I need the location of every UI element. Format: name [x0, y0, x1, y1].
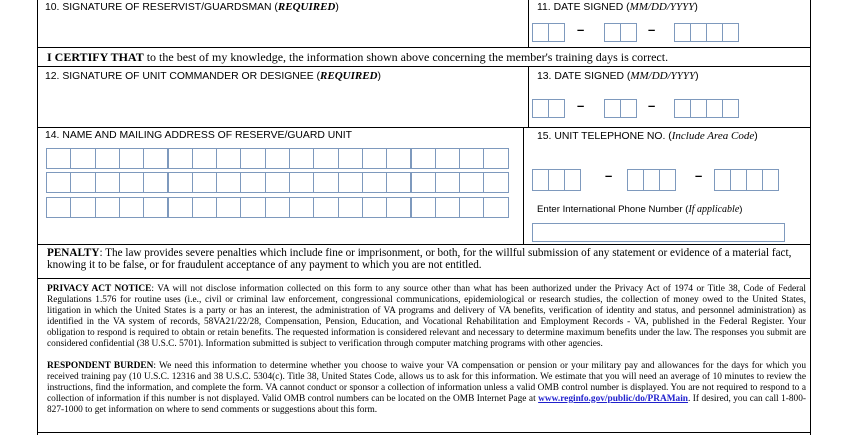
- sec14-label: 14. NAME AND MAILING ADDRESS OF RESERVE/GUARD UNIT: [45, 130, 352, 141]
- date-digit-box[interactable]: [674, 23, 691, 42]
- date-digit-box[interactable]: [722, 23, 739, 42]
- address-char-box[interactable]: [386, 172, 411, 193]
- address-char-box[interactable]: [313, 172, 338, 193]
- divider-v-sec13: [528, 66, 529, 127]
- certify-statement: I CERTIFY THAT to the best of my knowledge, the information shown above concerning the member's training days is correct.: [47, 50, 669, 64]
- address-char-box[interactable]: [216, 148, 241, 169]
- sec13-label: 13. DATE SIGNED (MM/DD/YYYY): [537, 70, 699, 82]
- address-char-box[interactable]: [70, 197, 95, 218]
- address-char-box[interactable]: [483, 148, 508, 169]
- address-char-box[interactable]: [459, 148, 484, 169]
- date-digit-box[interactable]: [620, 99, 637, 118]
- divider-v-sec15: [523, 127, 524, 244]
- address-char-box[interactable]: [313, 148, 338, 169]
- address-char-box[interactable]: [240, 148, 265, 169]
- address-char-box[interactable]: [411, 197, 436, 218]
- date-digit-box[interactable]: [706, 23, 723, 42]
- address-char-box[interactable]: [95, 148, 120, 169]
- address-char-box[interactable]: [119, 197, 144, 218]
- divider-penalty-bottom: [37, 278, 811, 279]
- date-digit-box[interactable]: [532, 23, 549, 42]
- phone-line-box[interactable]: [746, 169, 763, 191]
- privacy-notice: PRIVACY ACT NOTICE: VA will not disclose information collected on this form to any source other than what has been authorized under the Privacy Act of 1974 or Title 38, Code of Federal Regulations 1.576 for routine uses (i.e., civil or criminal law enforcement, congressional communications, epidemiological or research studies, the collection of money owed to the United States, litigation in which the United States is a party or has an interest, the administration of VA programs and delivery of VA benefits, verification of identity and status, and personnel administration) as identified in the VA system of records, 58VA21/22/28, Compensation, Pension, Education, and Vocational Rehabilitation and Employment Records - VA, published in the Federal Register. Your obligation to respond is required to obtain or retain benefits. The requested information is considered relevant and necessary to determine maximum benefits under the law. The responses you submit are considered confidential (38 U.S.C. 5701). Information submitted is subject to verification through computer matching programs with other agencies.: [47, 284, 806, 349]
- divider-v-sec11: [528, 0, 529, 47]
- address-char-box[interactable]: [289, 172, 314, 193]
- address-char-box[interactable]: [216, 172, 241, 193]
- address-char-box[interactable]: [119, 172, 144, 193]
- date-digit-box[interactable]: [620, 23, 637, 42]
- divider-certify-bottom: [37, 66, 811, 67]
- address-char-box[interactable]: [362, 197, 387, 218]
- address-char-box[interactable]: [435, 172, 460, 193]
- divider-penalty-top: [37, 244, 811, 245]
- address-char-box[interactable]: [192, 172, 217, 193]
- address-char-box[interactable]: [386, 148, 411, 169]
- date-dash: –: [648, 22, 656, 37]
- date-dash: –: [648, 98, 656, 113]
- address-char-box[interactable]: [143, 197, 168, 218]
- address-char-box[interactable]: [411, 148, 436, 169]
- phone-line-box[interactable]: [762, 169, 779, 191]
- date-digit-box[interactable]: [548, 99, 565, 118]
- intl-phone-label: Enter International Phone Number (If applicable): [537, 204, 743, 215]
- address-char-box[interactable]: [192, 148, 217, 169]
- address-char-box[interactable]: [70, 172, 95, 193]
- divider-bottom: [37, 432, 811, 433]
- phone-prefix-box[interactable]: [643, 169, 660, 191]
- address-char-box[interactable]: [46, 197, 71, 218]
- date-dash: –: [577, 22, 585, 37]
- phone-line-box[interactable]: [730, 169, 747, 191]
- date-dash: –: [577, 98, 585, 113]
- phone-area-box[interactable]: [548, 169, 565, 191]
- address-char-box[interactable]: [362, 172, 387, 193]
- address-char-box[interactable]: [483, 172, 508, 193]
- sec11-label: 11. DATE SIGNED (MM/DD/YYYY): [537, 1, 698, 13]
- omb-link[interactable]: www.reginfo.gov/public/do/PRAMain: [538, 393, 688, 404]
- address-char-box[interactable]: [411, 172, 436, 193]
- address-char-box[interactable]: [313, 197, 338, 218]
- address-char-box[interactable]: [362, 148, 387, 169]
- phone-dash: –: [605, 168, 613, 183]
- phone-area-box[interactable]: [532, 169, 549, 191]
- address-char-box[interactable]: [459, 172, 484, 193]
- address-char-box[interactable]: [289, 148, 314, 169]
- address-char-box[interactable]: [70, 148, 95, 169]
- address-char-box[interactable]: [143, 148, 168, 169]
- phone-area-box[interactable]: [564, 169, 581, 191]
- date-digit-box[interactable]: [706, 99, 723, 118]
- address-char-box[interactable]: [459, 197, 484, 218]
- date-digit-box[interactable]: [690, 23, 707, 42]
- divider-certify-top: [37, 47, 811, 48]
- address-char-box[interactable]: [192, 197, 217, 218]
- address-char-box[interactable]: [265, 172, 290, 193]
- sec10-signature-area[interactable]: [40, 16, 524, 45]
- address-char-box[interactable]: [338, 197, 363, 218]
- sec12-label: 12. SIGNATURE OF UNIT COMMANDER OR DESIGNEE (REQUIRED): [45, 70, 381, 82]
- date-digit-box[interactable]: [674, 99, 691, 118]
- penalty-text: PENALTY: The law provides severe penalties which include fine or imprisonment, or both, for the willful submission of any statement or evidence of a material fact, knowing it to be false, or for fraudulent acceptance of any payment to which you are not entitled.: [47, 247, 792, 271]
- date-digit-box[interactable]: [690, 99, 707, 118]
- address-char-box[interactable]: [240, 197, 265, 218]
- sec10-label: 10. SIGNATURE OF RESERVIST/GUARDSMAN (REQUIRED): [45, 1, 339, 13]
- address-char-box[interactable]: [435, 197, 460, 218]
- address-char-box[interactable]: [168, 148, 193, 169]
- phone-prefix-box[interactable]: [659, 169, 676, 191]
- address-char-box[interactable]: [289, 197, 314, 218]
- address-char-box[interactable]: [46, 148, 71, 169]
- address-char-box[interactable]: [168, 197, 193, 218]
- divider-sec14-top: [37, 127, 811, 128]
- address-char-box[interactable]: [119, 148, 144, 169]
- date-digit-box[interactable]: [548, 23, 565, 42]
- date-digit-box[interactable]: [532, 99, 549, 118]
- address-char-box[interactable]: [143, 172, 168, 193]
- address-char-box[interactable]: [168, 172, 193, 193]
- sec12-signature-area[interactable]: [40, 86, 524, 125]
- address-char-box[interactable]: [386, 197, 411, 218]
- intl-phone-input[interactable]: [532, 223, 785, 242]
- date-digit-box[interactable]: [722, 99, 739, 118]
- sec15-label: 15. UNIT TELEPHONE NO. (Include Area Code): [537, 130, 758, 142]
- address-char-box[interactable]: [95, 197, 120, 218]
- address-char-box[interactable]: [338, 148, 363, 169]
- address-char-box[interactable]: [46, 172, 71, 193]
- phone-prefix-box[interactable]: [627, 169, 644, 191]
- address-char-box[interactable]: [435, 148, 460, 169]
- address-char-box[interactable]: [95, 172, 120, 193]
- address-char-box[interactable]: [338, 172, 363, 193]
- address-char-box[interactable]: [216, 197, 241, 218]
- respondent-burden: RESPONDENT BURDEN: We need this information to determine whether you choose to waive your VA compensation or pension or your military pay and allowances for the days for which you received training pay (10 U.S.C. 12316 and 38 U.S.C. 5304(c). Title 38, United States Code, allows us to ask for this information. We estimate that you will need an average of 10 minutes to review the instructions, find the information, and complete the form. VA cannot conduct or sponsor a collection of information unless a valid OMB control number is displayed. You are not required to respond to a collection of information if this number is not displayed. Valid OMB control numbers can be located on the OMB Internet Page at www.reginfo.gov/public/do/PRAMain. If desired, you can call 1-800-827-1000 to get information on where to send comments or suggestions about this form.: [47, 361, 806, 415]
- address-char-box[interactable]: [240, 172, 265, 193]
- address-char-box[interactable]: [265, 148, 290, 169]
- date-digit-box[interactable]: [604, 99, 621, 118]
- address-char-box[interactable]: [265, 197, 290, 218]
- address-char-box[interactable]: [483, 197, 508, 218]
- phone-dash: –: [695, 168, 703, 183]
- phone-line-box[interactable]: [714, 169, 731, 191]
- date-digit-box[interactable]: [604, 23, 621, 42]
